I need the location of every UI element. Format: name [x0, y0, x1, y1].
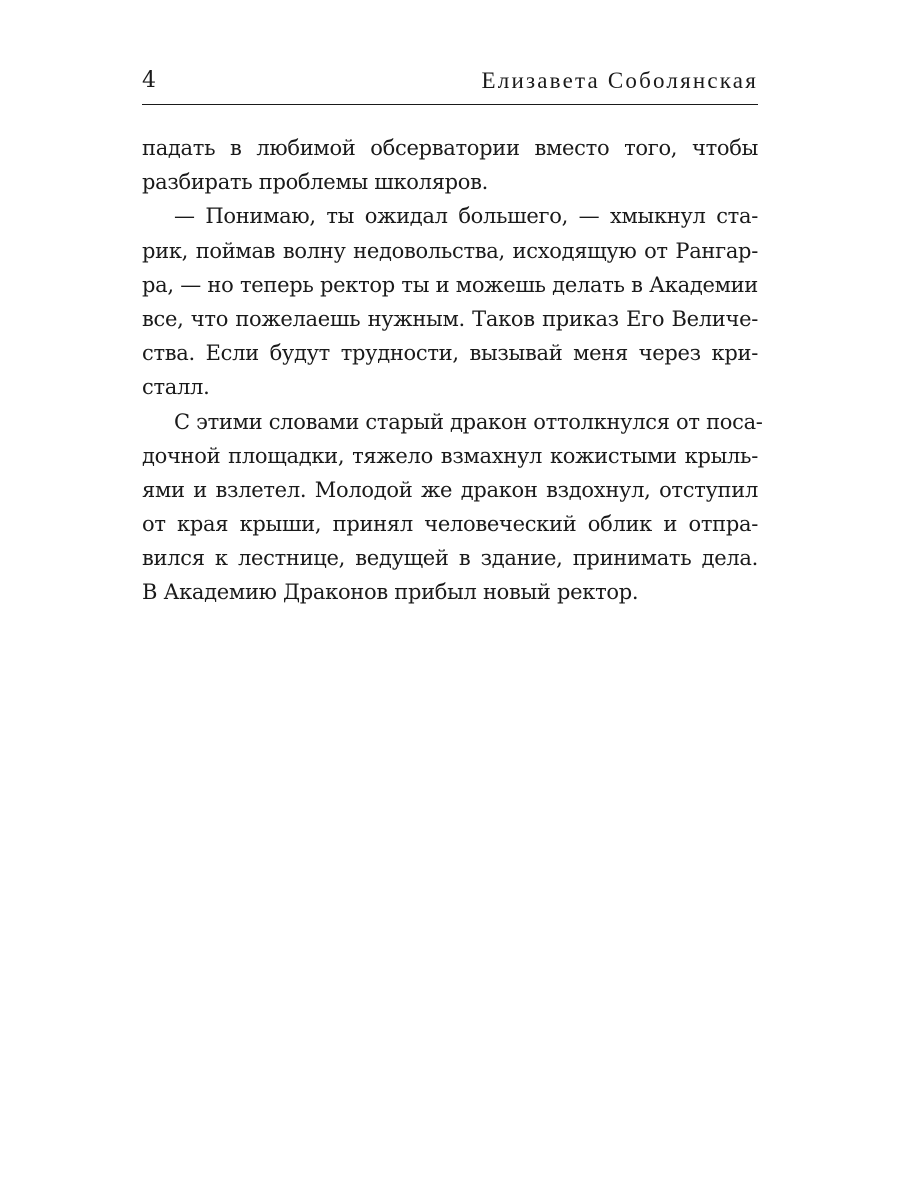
text-line: ства. Если будут трудности, вызывай меня через кри-	[142, 341, 758, 366]
text-line: падать в любимой обсерватории вместо того, чтобы	[142, 136, 758, 160]
text-line: ра, — но теперь ректор ты и можешь делать в Академии	[142, 272, 758, 297]
text-line: рик, поймав волну недовольства, исходящую от Рангар-	[142, 238, 758, 263]
text-line: все, что пожелаешь нужным. Таков приказ Его Величе-	[142, 306, 758, 331]
text-line: дочной площадки, тяжело взмахнул кожистыми крыль-	[142, 443, 758, 468]
header-author-name: Елизавета Соболянская	[481, 68, 758, 93]
text-line: С этими словами старый дракон оттолкнулся от поса-	[174, 409, 763, 434]
text-line: разбирать проблемы школяров.	[142, 170, 489, 195]
page-number: 4	[142, 68, 156, 93]
text-line: ями и взлетел. Молодой же дракон вздохнул, отступил	[142, 477, 758, 502]
text-line: от края крыши, принял человеческий облик и отпра-	[142, 512, 758, 537]
header-divider	[142, 104, 758, 105]
text-line: вился к лестнице, ведущей в здание, принимать дела.	[142, 546, 758, 571]
text-line: В Академию Драконов прибыл новый ректор.	[142, 580, 639, 605]
body-text	[142, 131, 763, 610]
text-line: — Понимаю, ты ожидал большего, — хмыкнул ста-	[174, 204, 758, 229]
running-header	[142, 62, 758, 102]
text-line: сталл.	[142, 375, 210, 400]
